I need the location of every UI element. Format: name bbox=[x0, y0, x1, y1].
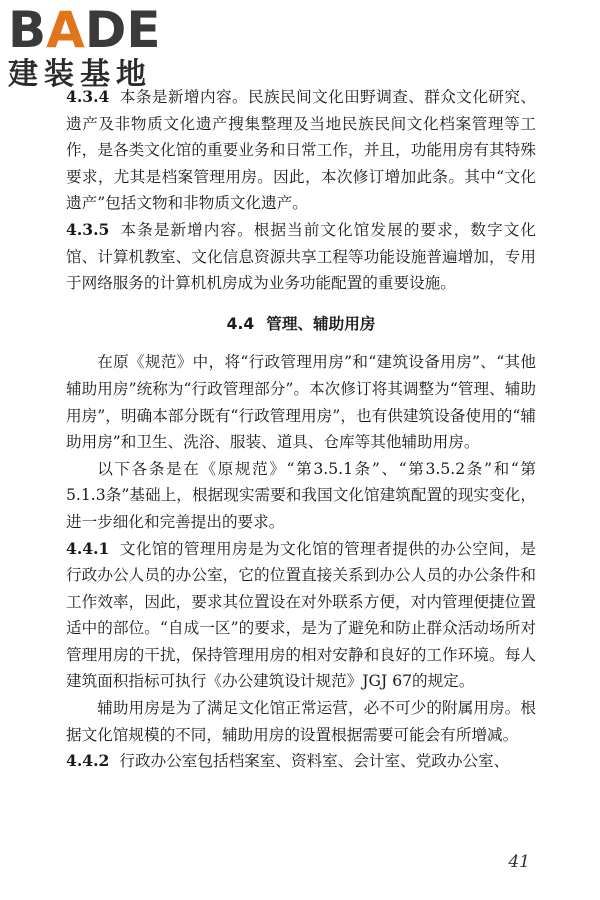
paragraph-basis: 以下各条是在《原规范》“第3.5.1条”、“第3.5.2条”和“第5.1.3条”基础上，根据现实需要和我国文化馆建筑配置的现实变化，进一步细化和完善提出的要求。 bbox=[66, 459, 536, 531]
clause-4-4-2: 4.4.2 行政办公室包括档案室、资料室、会计室、党政办公室、 bbox=[66, 751, 510, 771]
clause-4-3-5: 4.3.5 本条是新增内容。根据当前文化馆发展的要求，数字文化馆、计算机教室、文化信息资源共享工程等功能设施普遍增加，专用于网络服务的计算机机房成为业务功能配置的重要设施。 bbox=[66, 219, 536, 293]
page-body bbox=[66, 84, 536, 775]
logo-subtitle: 建装基地 bbox=[8, 57, 152, 92]
section-heading: 4.4 管理、辅助用房 bbox=[226, 314, 376, 333]
page-number: 41 bbox=[508, 852, 530, 872]
clause-4-4-1: 4.4.1 文化馆的管理用房是为文化馆的管理者提供的办公空间，是行政办公人员的办公室，它的位置直接关系到办公人员的办公条件和工作效率，因此，要求其位置设在对外联系方便，对内管理便捷位置适中的部位。“自成一区”的要求，是为了避免和防止群众活动场所对管理用房的干扰，保持管理用房的相对安静和良好的工作环境。每人建筑面积指标可执行《办公建筑设计规范》JGJ 67的规定。 bbox=[66, 538, 536, 691]
logo-wordmark: BADE bbox=[8, 1, 161, 59]
clause-4-3-4: 4.3.4 本条是新增内容。民族民间文化田野调查、群众文化研究、遗产及非物质文化遗产搜集整理及当地民族民间文化档案管理等工作，是各类文化馆的重要业务和日常工作，并且，功能用房有其特殊要求，尤其是档案管理用房。因此，本次修订增加此条。其中“文化遗产”包括文物和非物质文化遗产。 bbox=[66, 87, 536, 213]
paragraph-auxiliary: 辅助用房是为了满足文化馆正常运营，必不可少的附属用房。根据文化馆规模的不同，辅助用房的设置根据需要可能会有所增减。 bbox=[66, 699, 536, 744]
brand-logo bbox=[8, 1, 178, 92]
paragraph-intro: 在原《规范》中，将“行政管理用房”和“建筑设备用房”、“其他辅助用房”统称为“行政管理部分”。本次修订将其调整为“管理、辅助用房”，明确本部分既有“行政管理用房”，也有供建筑设备使用的“辅助用房”和卫生、洗浴、服装、道具、仓库等其他辅助用房。 bbox=[66, 353, 536, 452]
